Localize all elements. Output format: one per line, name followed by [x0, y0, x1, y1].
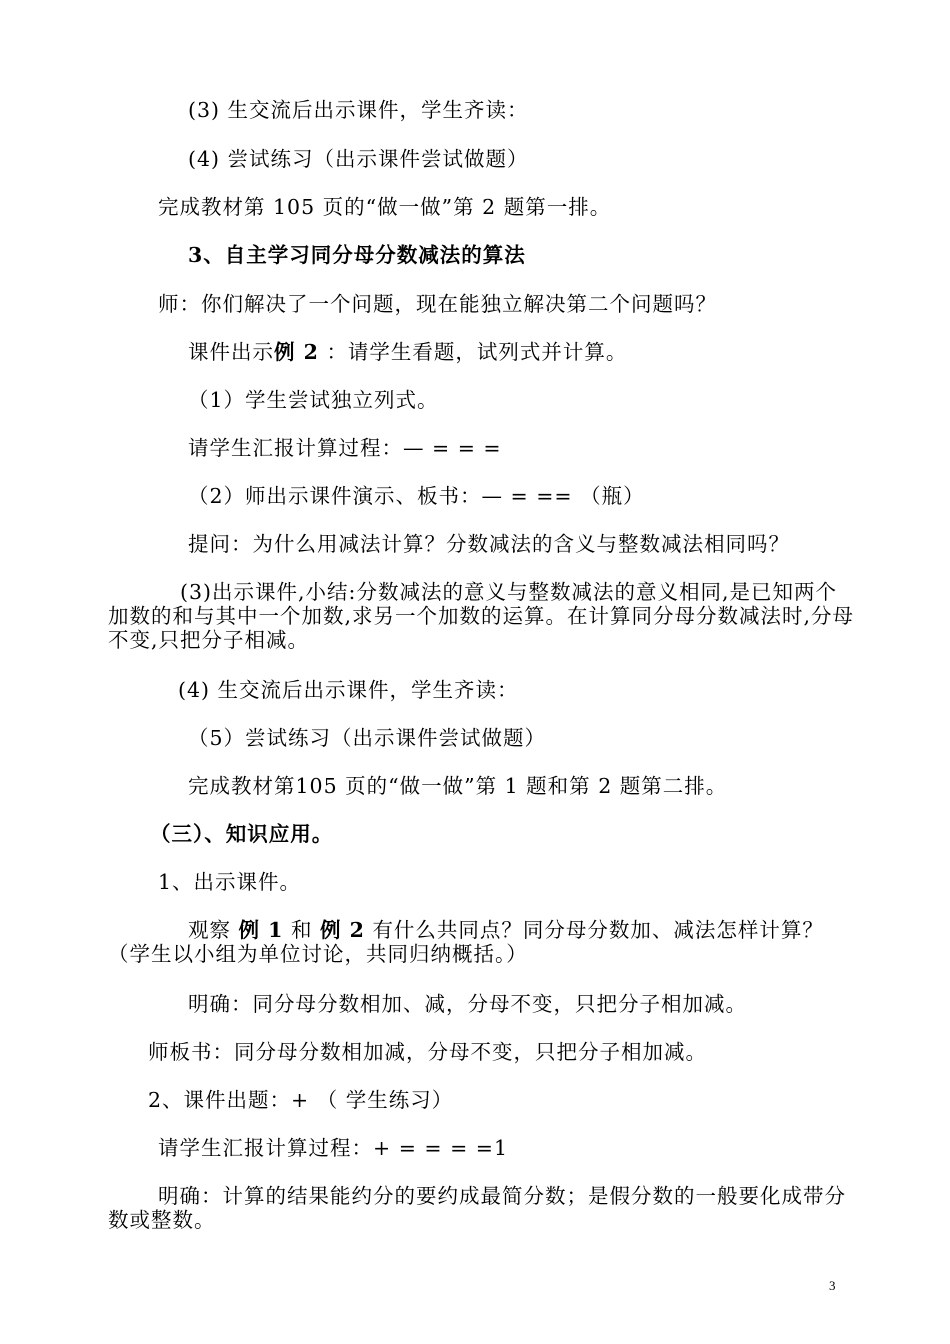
text-span: 有什么共同点？同分母分数加、减法怎样计算？（学生以小组为单位讨论，共同归纳概括。） [108, 918, 824, 966]
text-line: (3) 生交流后出示课件，学生齐读： [188, 98, 529, 122]
text-line: (4) 生交流后出示课件，学生齐读： [178, 678, 519, 702]
text-line: 完成教材第 105 页的“做一做”第 2 题第一排。 [158, 195, 612, 219]
text-line: 请学生汇报计算过程：+ = = = =1 [158, 1136, 508, 1160]
text-line: 请学生汇报计算过程：— = = = [188, 436, 502, 460]
section-heading: （三）、知识应用。 [150, 822, 334, 846]
text-line: （5）尝试练习（出示课件尝试做题） [188, 726, 547, 750]
text-line: 2、课件出题：+ （ 学生练习） [148, 1088, 454, 1112]
example-label: 例 2 [274, 340, 319, 364]
text-line: （2）师出示课件演示、板书：— = == （瓶） [188, 484, 645, 508]
conclusion-paragraph: 明确：计算的结果能约分的要约成最简分数；是假分数的一般要化成带分数或整数。 [108, 1184, 846, 1232]
text-line: （1）学生尝试独立列式。 [188, 388, 439, 412]
text-line: 1、出示课件。 [158, 870, 302, 894]
text-line: (4) 尝试练习（出示课件尝试做题） [188, 147, 529, 171]
text-line: 师：你们解决了一个问题，现在能独立解决第二个问题吗？ [158, 292, 717, 316]
text-span: 观察 [188, 918, 231, 942]
text-span: 课件出示 [188, 340, 274, 364]
summary-paragraph: (3)出示课件,小结:分数减法的意义与整数减法的意义相同,是已知两个加数的和与其中一个加数,求另一个加数的运算。在计算同分母分数减法时,分母不变,只把分子相减。 [108, 580, 855, 652]
text-line: 明确：同分母分数相加、减，分母不变，只把分子相加减。 [188, 992, 747, 1016]
page-number: 3 [829, 1278, 836, 1293]
example-label: 例 1 [238, 918, 284, 942]
section-heading: 3、自主学习同分母分数减法的算法 [188, 243, 526, 267]
example-label: 例 2 [320, 918, 365, 942]
text-line [188, 340, 627, 364]
text-span: 和 [290, 918, 313, 942]
text-line: 完成教材第105 页的“做一做”第 1 题和第 2 题第二排。 [188, 774, 728, 798]
text-line: 师板书：同分母分数相加减，分母不变，只把分子相加减。 [148, 1040, 707, 1064]
text-line: 提问：为什么用减法计算？分数减法的含义与整数减法相同吗？ [188, 532, 790, 556]
text-span: ：请学生看题，试列式并计算。 [326, 340, 628, 364]
observation-paragraph [108, 918, 858, 966]
